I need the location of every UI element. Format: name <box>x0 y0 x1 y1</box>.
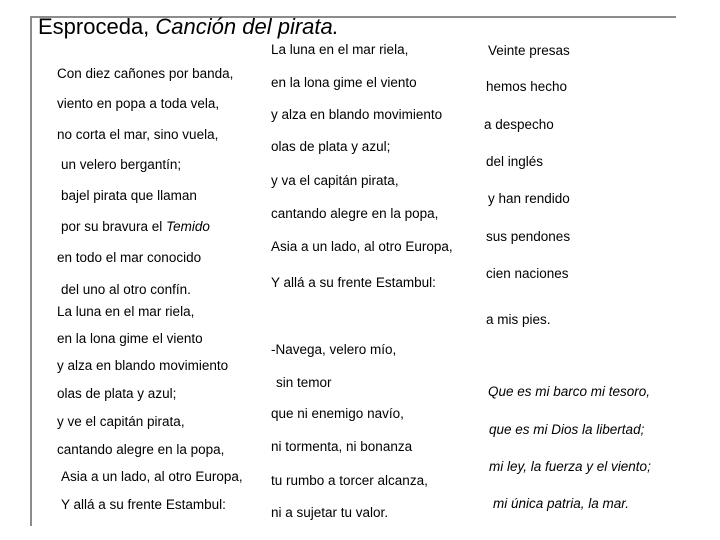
verse-line: Con diez cañones por banda, <box>57 66 234 81</box>
verse-line: que es mi Dios la libertad; <box>489 422 645 437</box>
verse-line: mi única patria, la mar. <box>493 496 630 511</box>
verse-line: ni a sujetar tu valor. <box>271 505 389 520</box>
verse-line: a mis pies. <box>486 312 551 327</box>
verse-emphasis: Temido <box>166 219 210 234</box>
verse-line: a despecho <box>484 117 554 132</box>
verse-line: mi ley, la fuerza y el viento; <box>489 459 651 474</box>
verse-line: y ve el capitán pirata, <box>57 414 185 429</box>
verse-line: olas de plata y azul; <box>271 139 391 154</box>
verse-line: en la lona gime el viento <box>271 75 417 90</box>
verse-line: en todo el mar conocido <box>57 250 202 265</box>
verse-line: hemos hecho <box>486 79 568 94</box>
verse-line: del inglés <box>486 154 544 169</box>
verse-line <box>61 220 210 234</box>
verse-line: viento en popa a toda vela, <box>57 96 220 111</box>
verse-line: -Navega, velero mío, <box>271 342 397 357</box>
verse-line: y han rendido <box>488 191 570 206</box>
verse-line: del uno al otro confín. <box>61 282 191 297</box>
verse-line: Y allá a su frente Estambul: <box>271 275 436 290</box>
verse-line: que ni enemigo navío, <box>271 406 404 421</box>
verse-text: por su bravura el <box>61 219 167 234</box>
verse-line: Asia a un lado, al otro Europa, <box>271 239 453 254</box>
verse-line: ni tormenta, ni bonanza <box>271 439 413 454</box>
verse-line: Que es mi barco mi tesoro, <box>488 384 651 399</box>
page-title <box>38 16 339 38</box>
verse-line: Veinte presas <box>488 43 570 58</box>
verse-line: y alza en blando movimiento <box>57 358 229 373</box>
verse-line: cien naciones <box>486 266 569 281</box>
verse-line: en la lona gime el viento <box>57 331 203 346</box>
verse-line: Asia a un lado, al otro Europa, <box>61 469 243 484</box>
verse-line: Y allá a su frente Estambul: <box>61 497 226 512</box>
verse-line: La luna en el mar riela, <box>57 304 195 319</box>
verse-line: y alza en blando movimiento <box>271 107 443 122</box>
verse-line: un velero bergantín; <box>61 157 182 172</box>
verse-line: La luna en el mar riela, <box>271 42 409 57</box>
title-author: Esproceda, <box>38 14 156 39</box>
frame-left-border <box>30 16 32 526</box>
verse-line: cantando alegre en la popa, <box>271 206 439 221</box>
verse-line: sin temor <box>276 375 332 390</box>
verse-line: olas de plata y azul; <box>57 386 177 401</box>
verse-line: y va el capitán pirata, <box>271 173 399 188</box>
verse-line: tu rumbo a torcer alcanza, <box>271 473 428 488</box>
title-work: Canción del pirata. <box>155 14 339 39</box>
verse-line: sus pendones <box>486 229 571 244</box>
verse-line: no corta el mar, sino vuela, <box>57 127 219 142</box>
verse-line: cantando alegre en la popa, <box>57 442 225 457</box>
verse-line: bajel pirata que llaman <box>61 188 197 203</box>
